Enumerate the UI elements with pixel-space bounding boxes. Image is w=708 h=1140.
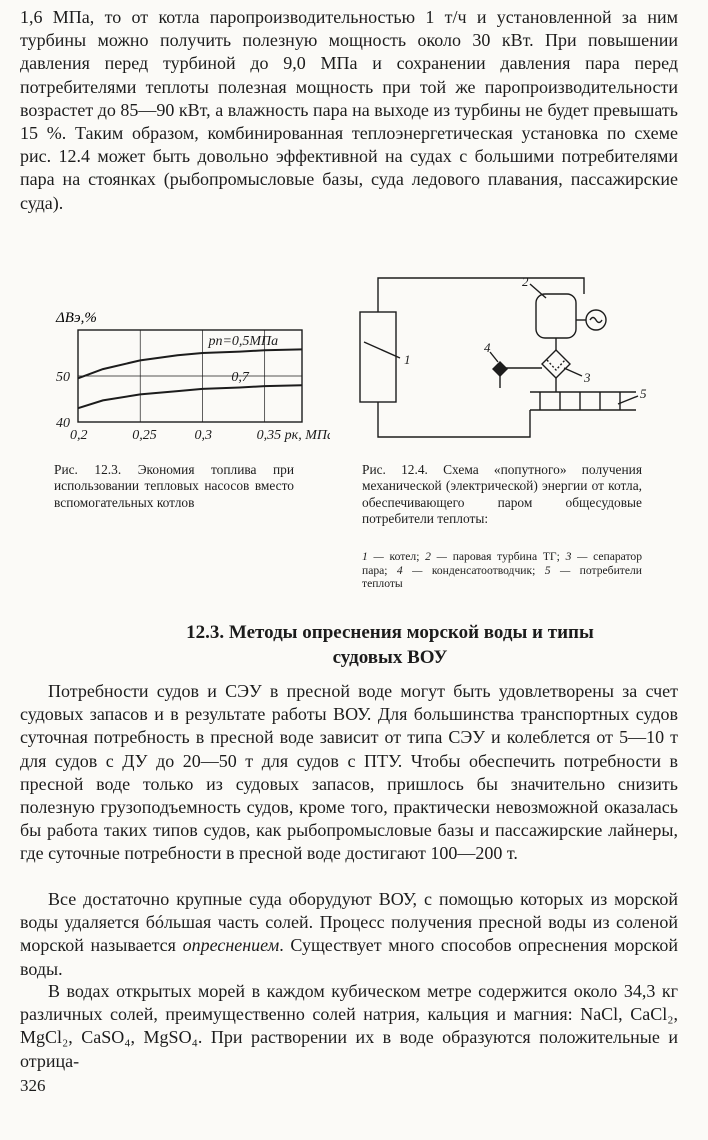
figure-12-3-chart: [30, 300, 330, 450]
chart-y-tick-label: 50: [56, 370, 70, 385]
chart-series-line: [78, 349, 302, 378]
callout-5: 5: [640, 386, 647, 401]
legend-item: 3 — сепаратор пара;: [362, 550, 643, 577]
chart-ylabel: ΔBэ,%: [56, 310, 97, 326]
chart-series-label: pп=0,5МПа: [208, 334, 279, 349]
section-heading: Методы опреснения морской воды и типы судовых ВОУ: [228, 622, 594, 668]
chart-series-label: 0,7: [231, 369, 249, 385]
chart-xlabel: pк, МПа: [284, 428, 330, 443]
figure-12-3-caption: Рис. 12.3. Экономия топлива при использовании тепловых насосов вместо вспомогательных котлов: [54, 462, 294, 510]
legend-item: 5 — потребители теплоты: [362, 563, 642, 591]
chart-y-tick-label: 40: [56, 416, 70, 431]
separator-shape: [542, 350, 570, 378]
legend-item: 1 — котел;: [362, 550, 420, 563]
callout-3: 3: [584, 370, 591, 385]
callout-4: 4: [484, 340, 491, 355]
consumers-shape: [540, 392, 620, 410]
steam-scheme: [350, 272, 680, 452]
callout-2: 2: [522, 274, 529, 289]
trap-shape: [493, 362, 507, 376]
legend-item: 4 — конденсатоотводчик;: [396, 563, 536, 577]
term-desalination: опреснением: [182, 935, 280, 956]
boiler-shape: [360, 312, 396, 402]
page-number: 326: [20, 1076, 46, 1095]
chart-x-tick-label: 0,3: [194, 428, 212, 443]
intro-paragraph: 1,6 МПа, то от котла паропроизводительностью 1 т/ч и установленной за ним турбины можно получить полезную мощность около 30 кВт. При повышении давления перед турбиной до 9,0 МПа и сохранении давления пара перед потребителями теплоты полезная мощность при той же паропроизводительности возрастет до 85—90 кВт, а влажность пара на выходе из турбины не будет превышать 15 %. Таким образом, комбинированная теплоэнергетическая установка по схеме рис. 12.4 может быть довольно эффективной на судах с большими потребителями пара на стоянках (рыбопромысловые базы, суда ледового плавания, пассажирские суда).: [20, 7, 678, 213]
section-number: 12.3.: [186, 622, 225, 643]
legend-item: 2 — паровая турбина ТГ;: [425, 550, 560, 563]
chart-x-tick-label: 0,2: [70, 428, 88, 443]
fuel-economy-chart: [30, 300, 330, 450]
turbine-shape: [536, 294, 576, 338]
chart-x-tick-label: 0,25: [132, 428, 157, 443]
figure-12-4-diagram: [350, 272, 680, 452]
section-title: [160, 620, 620, 670]
paragraph-2: Все достаточно крупные суда оборудуют ВОУ, с помощью которых из морской воды удаляется бóльшая часть солей. Процесс получения пресной воды из соленой морской называется опреснением. Существует много способов опреснения морской воды.: [20, 889, 678, 979]
figure-12-4-legend: [362, 550, 642, 591]
figure-12-4-caption: Рис. 12.4. Схема «попутного» получения механической (электрической) энергии от котла, обеспечивающего паром общесудовые потребители теплоты:: [362, 462, 642, 527]
callout-1: 1: [404, 352, 411, 367]
paragraph-3: В водах открытых морей в каждом кубическом метре содержится около 34,3 кг различных солей, преимущественно солей натрия, кальция и магния: NaCl, CaCl₂, MgCl₂, CaSO₄, MgSO₄. При растворении их в воде образуются положительные и отрица-: [20, 981, 678, 1071]
chart-x-tick-label: 0,35: [256, 428, 282, 443]
chart-series-line: [78, 385, 302, 408]
paragraph-1: Потребности судов и СЭУ в пресной воде могут быть удовлетворены за счет судовых запасов и в результате работы ВОУ. Для большинства транспортных судов суточная потребность в пресной воде зависит от типа СЭУ и колеблется от 5—10 т для судов с ДУ до 20—50 т для судов с ПТУ. Чтобы обеспечить потребности в пресной воде только из судовых запасов, пришлось бы значительно снизить полезную грузоподъемность судов, кроме того, практически невозможной оказалась бы работа таких типов судов, как рыбопромысловые базы и пассажирские лайнеры, где суточные потребности в пресной воде достигают 100—200 т.: [20, 681, 678, 864]
